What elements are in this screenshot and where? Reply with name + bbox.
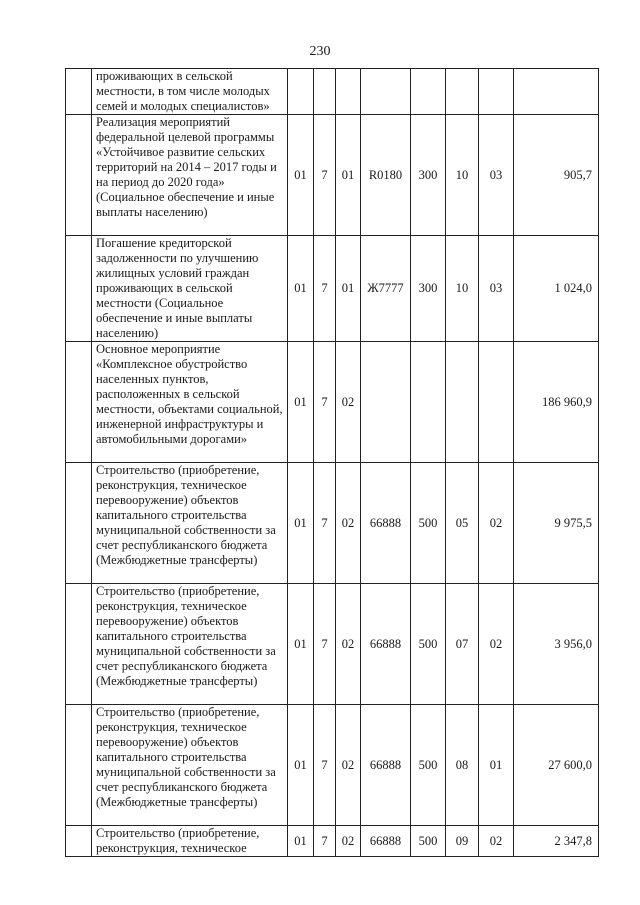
code-cell: 02 [336, 584, 361, 705]
description-cell: Строительство (приобретение, реконструкция, техническое перевооружение) объектов капитального строительства муниципальной собственности за счет республиканского бюджета (Межбюджетные трансферты) [92, 584, 288, 705]
code-cell: 10 [446, 115, 479, 236]
code-cell [314, 69, 336, 115]
code-cell: 01 [288, 705, 314, 826]
table-row [66, 826, 599, 857]
amount-cell: 3 956,0 [514, 584, 599, 705]
amount-cell: 905,7 [514, 115, 599, 236]
amount-cell [514, 69, 599, 115]
code-cell: 10 [446, 236, 479, 342]
index-cell [66, 69, 92, 115]
code-cell: 02 [336, 826, 361, 857]
amount-cell: 1 024,0 [514, 236, 599, 342]
code-cell: 01 [288, 463, 314, 584]
index-cell [66, 342, 92, 463]
description-cell: Строительство (приобретение, реконструкция, техническое перевооружение) объектов капитального строительства муниципальной собственности за счет республиканского бюджета (Межбюджетные трансферты) [92, 705, 288, 826]
code-cell: 01 [288, 584, 314, 705]
budget-table [65, 68, 599, 857]
amount-cell: 9 975,5 [514, 463, 599, 584]
code-cell: 7 [314, 826, 336, 857]
code-cell: R0180 [361, 115, 411, 236]
description-cell: проживающих в сельской местности, в том числе молодых семей и молодых специалистов» [92, 69, 288, 115]
amount-cell: 27 600,0 [514, 705, 599, 826]
code-cell [411, 69, 446, 115]
table-row [66, 342, 599, 463]
code-cell: 01 [336, 236, 361, 342]
table-row [66, 584, 599, 705]
index-cell [66, 463, 92, 584]
code-cell: 02 [336, 342, 361, 463]
index-cell [66, 115, 92, 236]
code-cell: 7 [314, 342, 336, 463]
code-cell: 02 [336, 705, 361, 826]
amount-cell: 2 347,8 [514, 826, 599, 857]
amount-cell: 186 960,9 [514, 342, 599, 463]
description-cell: Строительство (приобретение, реконструкция, техническое [92, 826, 288, 857]
table-row [66, 463, 599, 584]
table-row [66, 236, 599, 342]
code-cell: 03 [479, 236, 514, 342]
code-cell: Ж7777 [361, 236, 411, 342]
code-cell: 66888 [361, 826, 411, 857]
code-cell [411, 342, 446, 463]
code-cell: 500 [411, 826, 446, 857]
code-cell: 02 [479, 826, 514, 857]
code-cell: 01 [288, 115, 314, 236]
code-cell: 07 [446, 584, 479, 705]
description-cell: Реализация мероприятий федеральной целевой программы «Устойчивое развитие сельских территорий на 2014 – 2017 годы и на период до 2020 года» (Социальное обеспечение и иные выплаты населению) [92, 115, 288, 236]
table-row [66, 115, 599, 236]
code-cell: 7 [314, 584, 336, 705]
description-cell: Строительство (приобретение, реконструкция, техническое перевооружение) объектов капитального строительства муниципальной собственности за счет республиканского бюджета (Межбюджетные трансферты) [92, 463, 288, 584]
index-cell [66, 826, 92, 857]
index-cell [66, 236, 92, 342]
code-cell: 01 [288, 236, 314, 342]
index-cell [66, 705, 92, 826]
code-cell [446, 342, 479, 463]
code-cell [336, 69, 361, 115]
code-cell: 01 [288, 826, 314, 857]
description-cell: Основное мероприятие «Комплексное обустройство населенных пунктов, расположенных в сельской местности, объектами социальной, инженерной инфраструктуры и автомобильными дорогами» [92, 342, 288, 463]
code-cell: 7 [314, 463, 336, 584]
code-cell: 02 [479, 584, 514, 705]
code-cell: 300 [411, 115, 446, 236]
code-cell: 300 [411, 236, 446, 342]
code-cell: 08 [446, 705, 479, 826]
code-cell: 01 [288, 342, 314, 463]
code-cell: 500 [411, 705, 446, 826]
table-row [66, 69, 599, 115]
code-cell: 05 [446, 463, 479, 584]
code-cell: 03 [479, 115, 514, 236]
code-cell: 7 [314, 705, 336, 826]
code-cell: 66888 [361, 463, 411, 584]
code-cell [446, 69, 479, 115]
code-cell [479, 342, 514, 463]
code-cell: 66888 [361, 584, 411, 705]
page-number: 230 [309, 44, 331, 59]
code-cell [479, 69, 514, 115]
description-cell: Погашение кредиторской задолженности по улучшению жилищных условий граждан проживающих в сельской местности (Социальное обеспечение и иные выплаты населению) [92, 236, 288, 342]
code-cell [361, 69, 411, 115]
code-cell: 66888 [361, 705, 411, 826]
code-cell [361, 342, 411, 463]
index-cell [66, 584, 92, 705]
code-cell: 09 [446, 826, 479, 857]
code-cell: 7 [314, 115, 336, 236]
code-cell: 01 [479, 705, 514, 826]
code-cell [288, 69, 314, 115]
code-cell: 7 [314, 236, 336, 342]
code-cell: 01 [336, 115, 361, 236]
table-row [66, 705, 599, 826]
code-cell: 02 [336, 463, 361, 584]
code-cell: 500 [411, 584, 446, 705]
code-cell: 500 [411, 463, 446, 584]
code-cell: 02 [479, 463, 514, 584]
